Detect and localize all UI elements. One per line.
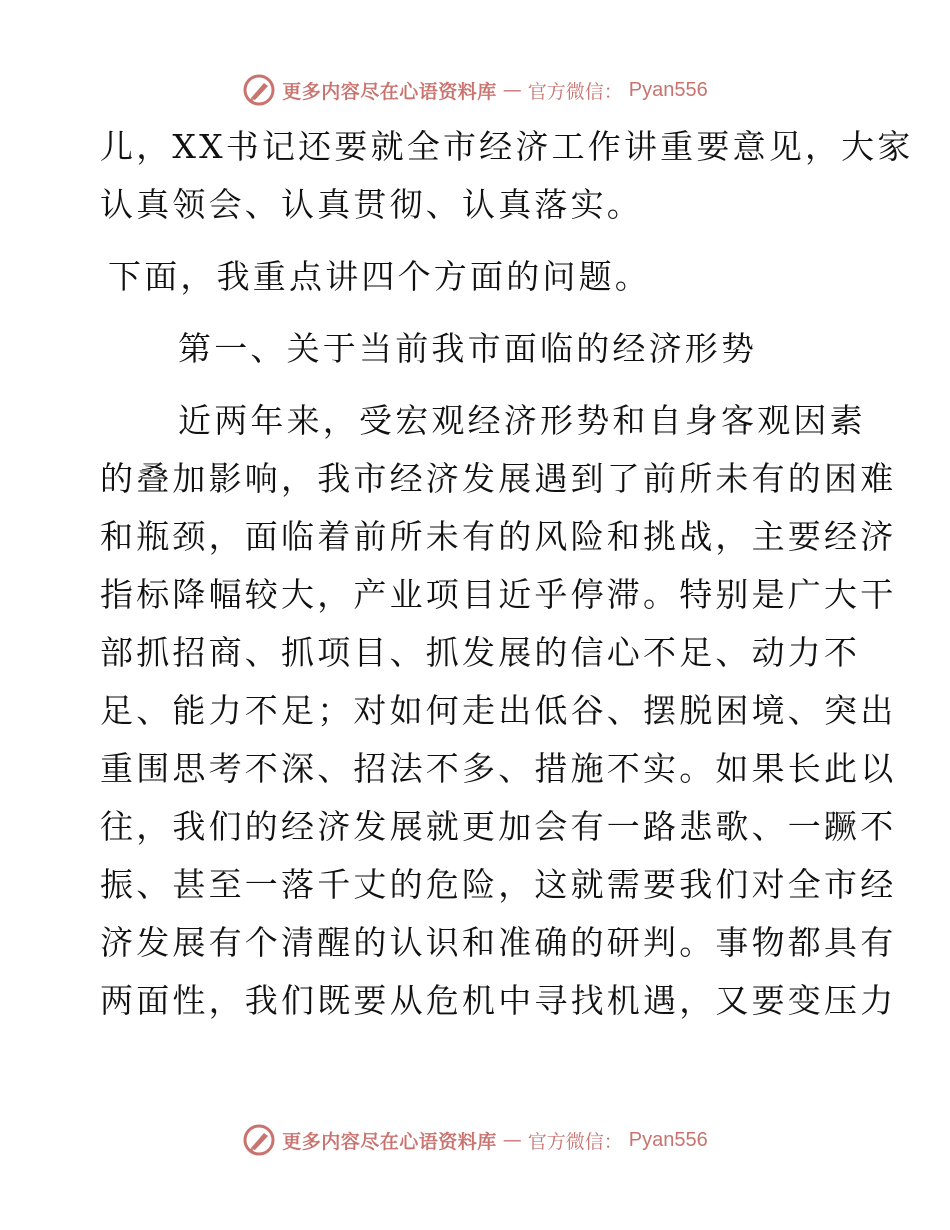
watermark-separator: — [502, 79, 522, 101]
watermark-label: 官方微信： [527, 1130, 623, 1153]
text-line: 两面性，我们既要从危机中寻找机遇，又要变压力 [100, 981, 897, 1020]
text-line: 的叠加影响，我市经济发展遇到了前所未有的困难 [100, 459, 897, 498]
watermark-separator: — [502, 1129, 522, 1151]
paragraph-body [100, 392, 897, 1030]
paragraph-continuation [100, 118, 914, 234]
text-line: 部抓招商、抓项目、抓发展的信心不足、动力不 [100, 633, 861, 672]
footer-watermark [0, 1120, 950, 1160]
watermark-wechat-id: Pyan556 [628, 1128, 708, 1151]
text-line: 儿，XX书记还要就全市经济工作讲重要意见，大家 [100, 127, 914, 166]
paragraph-intro [100, 248, 860, 306]
watermark-title: 更多内容尽在心语资料库 [282, 80, 497, 103]
text-line: 认真领会、认真贯彻、认真落实。 [100, 185, 643, 224]
text-line: 下面，我重点讲四个方面的问题。 [108, 257, 651, 296]
text-line: 足、能力不足；对如何走出低谷、摆脱困境、突出 [100, 691, 897, 730]
watermark-wechat-id: Pyan556 [628, 78, 708, 101]
text-line: 振、甚至一落千丈的危险，这就需要我们对全市经 [100, 865, 897, 904]
text-line: 指标降幅较大，产业项目近乎停滞。特别是广大干 [100, 575, 897, 614]
watermark-label: 官方微信： [527, 80, 623, 103]
section-heading [100, 320, 860, 378]
pen-logo-icon [242, 1123, 276, 1157]
header-watermark [0, 70, 950, 110]
text-line: 济发展有个清醒的认识和准确的研判。事物都具有 [100, 923, 897, 962]
heading-line: 第一、关于当前我市面临的经济形势 [178, 329, 758, 368]
pen-logo-icon [242, 73, 276, 107]
document-body [100, 118, 914, 1030]
text-line: 近两年来，受宏观经济形势和自身客观因素 [178, 401, 866, 440]
watermark-title: 更多内容尽在心语资料库 [282, 1130, 497, 1153]
text-line: 重围思考不深、招法不多、措施不实。如果长此以 [100, 749, 897, 788]
text-line: 和瓶颈，面临着前所未有的风险和挑战，主要经济 [100, 517, 897, 556]
text-line: 往，我们的经济发展就更加会有一路悲歌、一蹶不 [100, 807, 897, 846]
